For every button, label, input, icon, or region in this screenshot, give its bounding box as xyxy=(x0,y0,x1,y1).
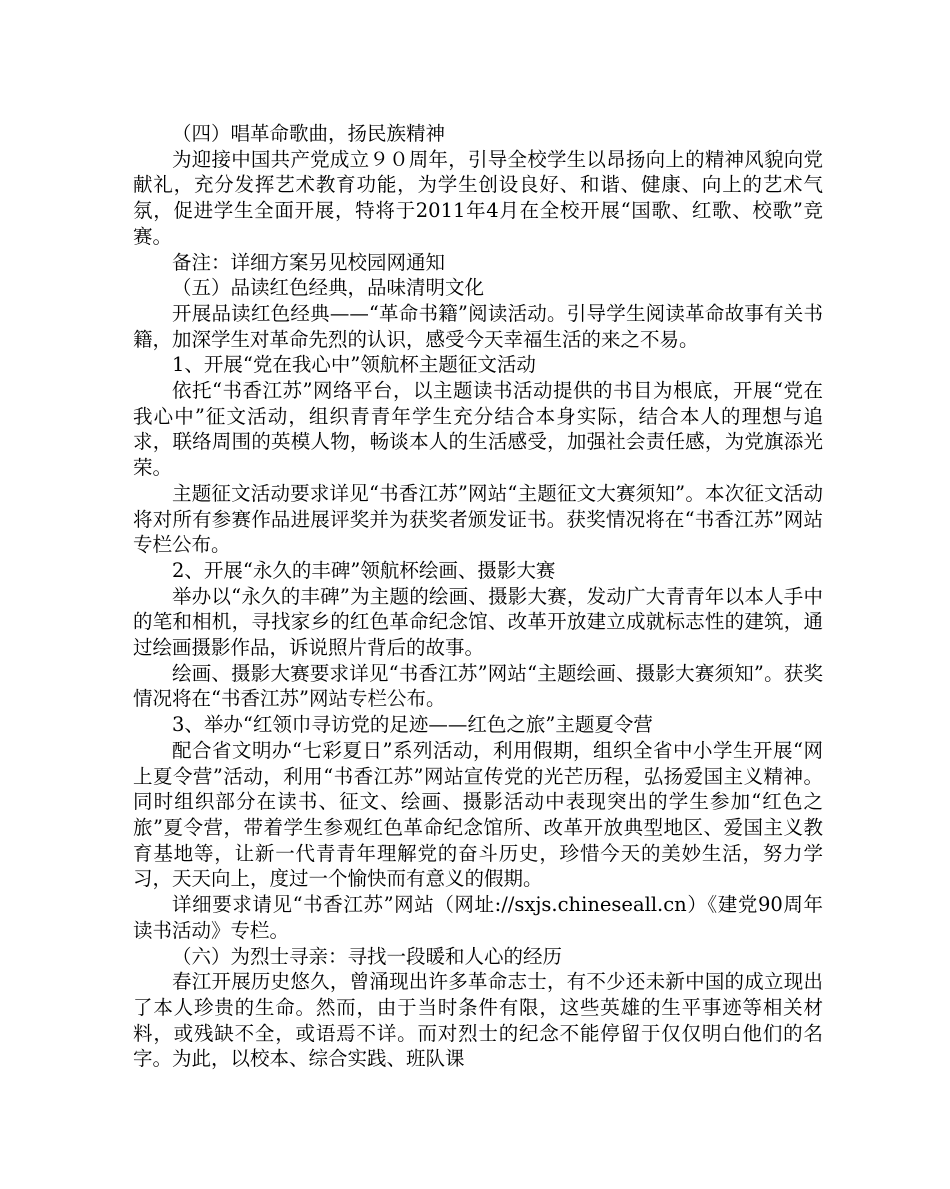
paragraph: 详细要求请见“书香江苏”网站（网址://sxjs.chineseall.cn）《建党90周年读书活动》专栏。 xyxy=(133,893,823,942)
section-heading-4: （四）唱革命歌曲，扬民族精神 xyxy=(172,122,446,145)
paragraph: 春江开展历史悠久，曾涌现出许多革命志士，有不少还未新中国的成立现出了本人珍贵的生命。然而，由于当时条件有限，这些英雄的生平事迹等相关材料，或残缺不全，或语焉不详。而对烈士的纪念不能停留于仅仅明白他们的名字。为此，以校本、综合实践、班队课 xyxy=(133,970,823,1071)
subheading-2: 2、开展“永久的丰碑”领航杯绘画、摄影大赛 xyxy=(172,558,556,582)
paragraph: 主题征文活动要求详见“书香江苏”网站“主题征文大赛须知”。本次征文活动将对所有参赛作品进展评奖并为获奖者颁发证书。获奖情况将在“书香江苏”网站专栏公布。 xyxy=(133,481,823,557)
paragraph: 为迎接中国共产党成立９０周年，引导全校学生以昂扬向上的精神风貌向党献礼，充分发挥艺术教育功能，为学生创设良好、和谐、健康、向上的艺术气氛，促进学生全面开展，特将于2011年4月在全校开展“国歌、红歌、校歌”竞赛。 xyxy=(133,147,823,248)
section-heading-6: （六）为烈士寻亲：寻找一段暖和人心的经历 xyxy=(172,944,563,968)
paragraph: 开展品读红色经典——“革命书籍”阅读活动。引导学生阅读革命故事有关书籍，加深学生对革命先烈的认识，感受今天幸福生活的来之不易。 xyxy=(133,301,823,351)
paragraph: 举办以“永久的丰碑”为主题的绘画、摄影大赛，发动广大青青年以本人手中的笔和相机，寻找家乡的红色革命纪念馆、改革开放建立成就标志性的建筑，通过绘画摄影作品，诉说照片背后的故事。 xyxy=(133,584,823,660)
document-body xyxy=(133,121,823,1072)
paragraph: 配合省文明办“七彩夏日”系列活动，利用假期，组织全省中小学生开展“网上夏令营”活动，利用“书香江苏”网站宣传党的光芒历程，弘扬爱国主义精神。同时组织部分在读书、征文、绘画、摄影活动中表现突出的学生参加“红色之旅”夏令营，带着学生参观红色革命纪念馆所、改革开放典型地区、爱国主义教育基地等，让新一代青青年理解党的奋斗历史，珍惜今天的美妙生活，努力学习，天天向上，度过一个愉快而有意义的假期。 xyxy=(133,738,823,891)
note: 备注：详细方案另见校园网通知 xyxy=(172,250,446,274)
paragraph: 绘画、摄影大赛要求详见“书香江苏”网站“主题绘画、摄影大赛须知”。获奖情况将在“书香江苏”网站专栏公布。 xyxy=(133,661,823,711)
subheading-3: 3、举办“红领巾寻访党的足迹——红色之旅”主题夏令营 xyxy=(172,713,653,737)
subheading-1: 1、开展“党在我心中”领航杯主题征文活动 xyxy=(172,353,536,377)
section-heading-5: （五）品读红色经典，品味清明文化 xyxy=(172,276,485,300)
paragraph: 依托“书香江苏”网络平台，以主题读书活动提供的书目为根底，开展“党在我心中”征文活动，组织青青年学生充分结合本身实际，结合本人的理想与追求，联络周围的英模人物，畅谈本人的生活感受，加强社会责任感，为党旗添光荣。 xyxy=(133,379,823,480)
